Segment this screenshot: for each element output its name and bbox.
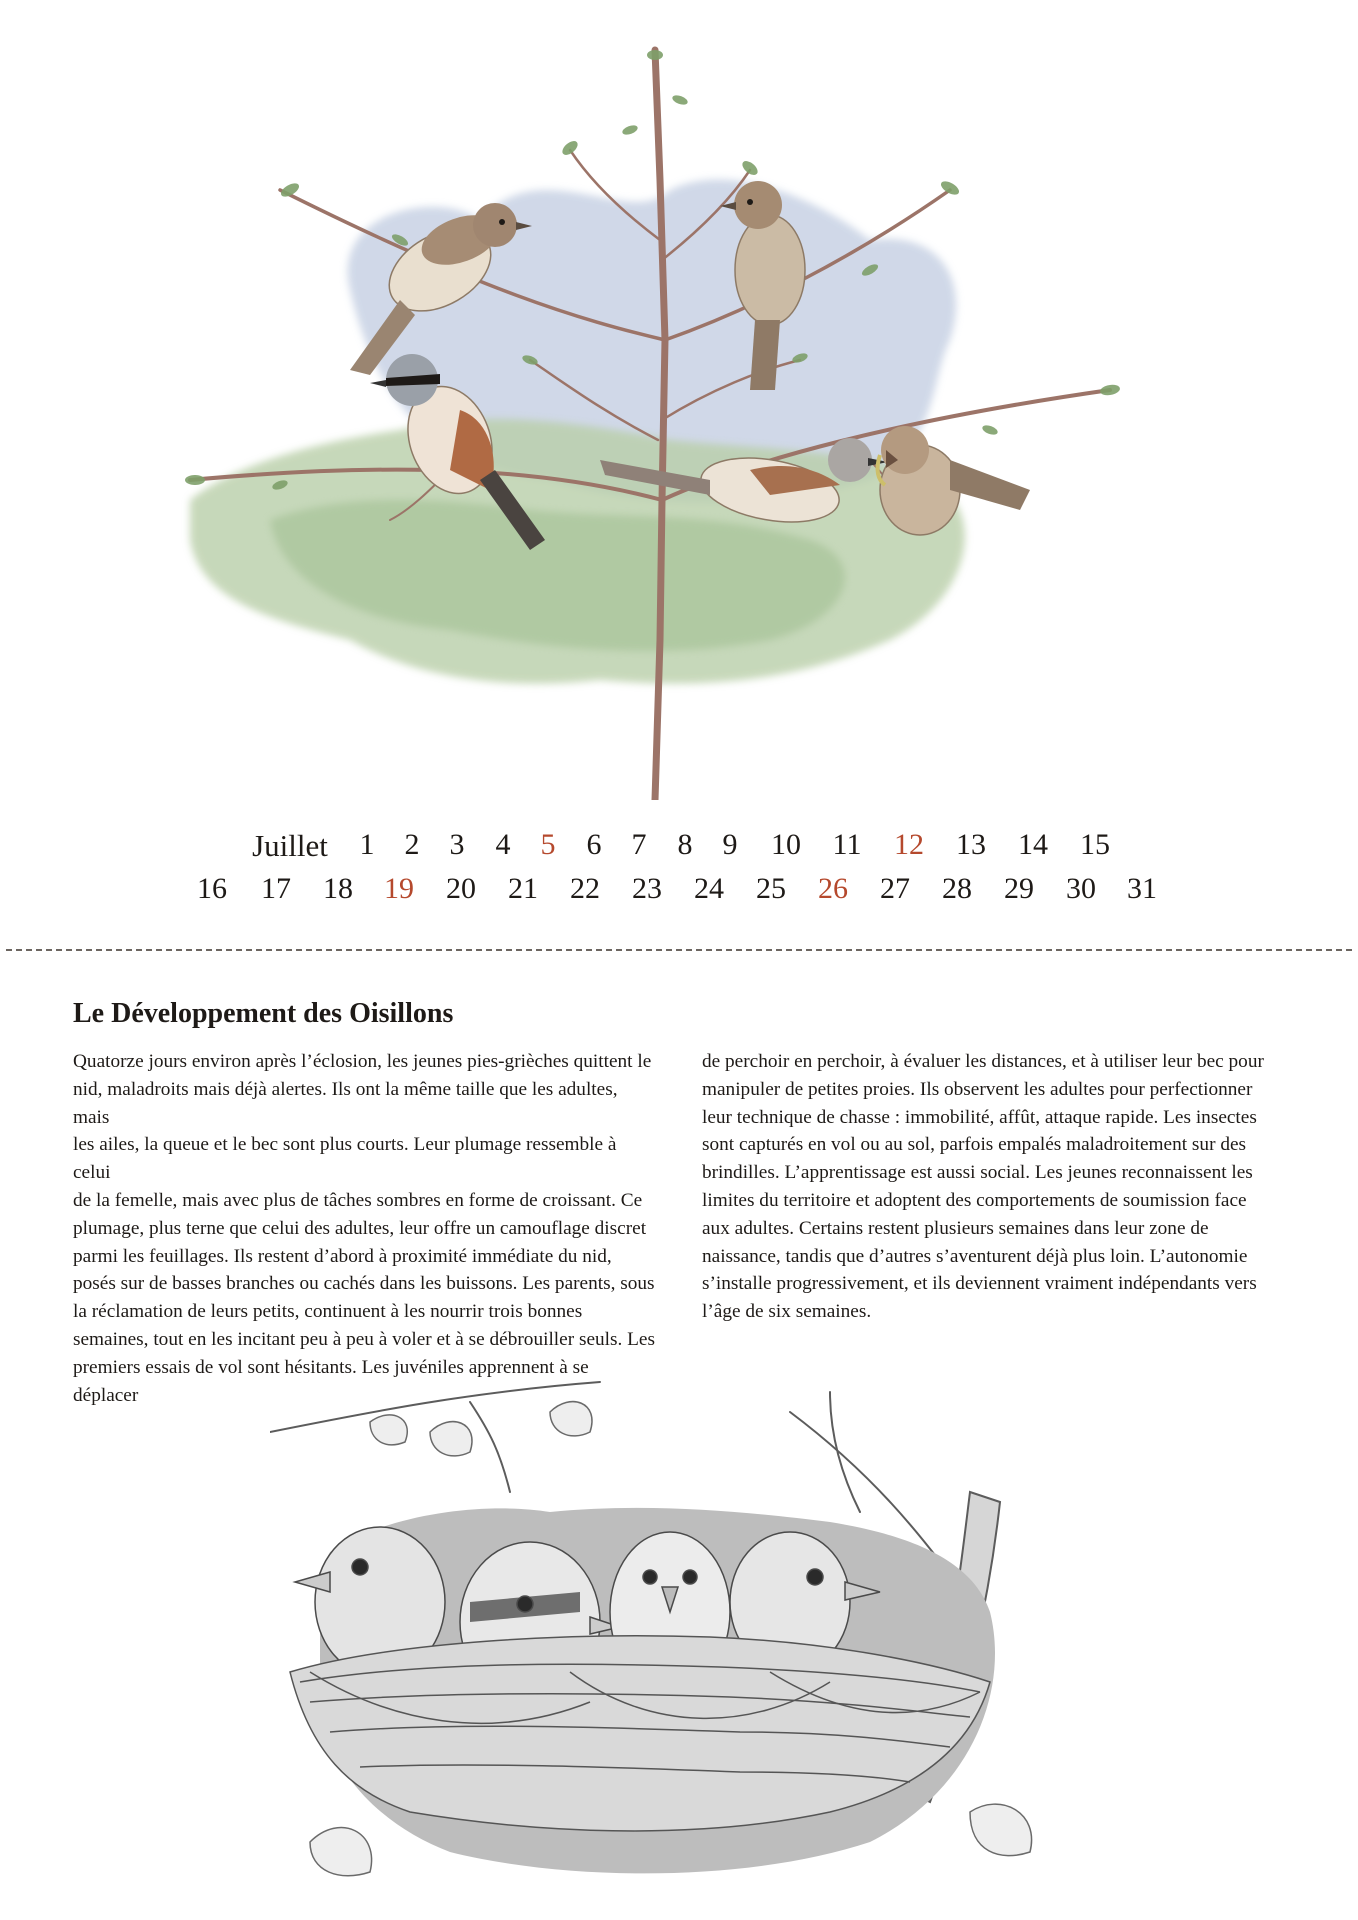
- text-line: posés sur de basses branches ou cachés dans les buissons. Les parents, sous: [73, 1273, 655, 1295]
- calendar-day: 3: [449, 828, 465, 861]
- text-line: les ailes, la queue et le bec sont plus courts. Leur plumage ressemble à celui: [73, 1134, 617, 1184]
- calendar-day: 8: [677, 828, 693, 861]
- calendar-day-weekend: 12: [894, 828, 924, 861]
- calendar-day: 7: [631, 828, 647, 861]
- calendar-day-weekend: 5: [540, 828, 556, 861]
- calendar-day: 11: [832, 828, 862, 861]
- text-line: naissance, tandis que d’autres s’aventurent déjà plus loin. L’autonomie: [702, 1245, 1248, 1267]
- text-line: semaines, tout en les incitant peu à peu à voler et à se débrouiller seuls. Les: [73, 1328, 655, 1350]
- text-line: aux adultes. Certains restent plusieurs semaines dans leur zone de: [702, 1217, 1209, 1239]
- text-line: leur technique de chasse : immobilité, affût, attaque rapide. Les insectes: [702, 1106, 1257, 1128]
- text-line: sont capturés en vol ou au sol, parfois empalés maladroitement sur des: [702, 1134, 1247, 1156]
- calendar-day: 25: [756, 872, 786, 905]
- article-title: Le Développement des Oisillons: [73, 998, 454, 1029]
- calendar-day: 1: [359, 828, 375, 861]
- article-column-left: [73, 1048, 658, 1409]
- calendar-day: 15: [1080, 828, 1110, 861]
- calendar-day: 27: [880, 872, 910, 905]
- calendar-day-weekend: 19: [384, 872, 414, 905]
- calendar-day: 13: [956, 828, 986, 861]
- text-line: parmi les feuillages. Ils restent d’abord à proximité immédiate du nid,: [73, 1245, 612, 1267]
- text-line: plumage, plus terne que celui des adultes, leur offre un camouflage discret: [73, 1217, 647, 1239]
- text-line: nid, maladroits mais déjà alertes. Ils ont la même taille que les adultes, mais: [73, 1078, 618, 1128]
- calendar-day: 18: [323, 872, 353, 905]
- calendar-day: 2: [404, 828, 420, 861]
- calendar-day: 30: [1066, 872, 1096, 905]
- text-line: brindilles. L’apprentissage est aussi social. Les jeunes reconnaissent les: [702, 1162, 1253, 1184]
- calendar-day: 14: [1018, 828, 1048, 861]
- text-line: manipuler de petites proies. Ils observent les adultes pour perfectionner: [702, 1078, 1253, 1100]
- watercolor-shrikes-illustration: [150, 40, 1220, 800]
- calendar-day: 28: [942, 872, 972, 905]
- text-line: la réclamation de leurs petits, continuent à les nourrir trois bonnes: [73, 1301, 583, 1323]
- text-line: s’installe progressivement, et ils deviennent vraiment indépendants vers: [702, 1273, 1257, 1295]
- calendar-row-2: [0, 872, 1358, 932]
- text-line: l’âge de six semaines.: [702, 1301, 872, 1323]
- cut-line-divider: [6, 949, 1352, 951]
- calendar-day: 17: [261, 872, 291, 905]
- calendar-day: 22: [570, 872, 600, 905]
- pencil-nest-illustration: [270, 1372, 1130, 1892]
- calendar-day: 9: [722, 828, 738, 861]
- calendar-day: 4: [495, 828, 511, 861]
- article-column-right: [702, 1048, 1287, 1326]
- calendar-day: 21: [508, 872, 538, 905]
- calendar-day-weekend: 26: [818, 872, 848, 905]
- calendar-day: 29: [1004, 872, 1034, 905]
- calendar-day: 6: [586, 828, 602, 861]
- text-line: Quatorze jours environ après l’éclosion, les jeunes pies-grièches quittent le: [73, 1051, 652, 1072]
- text-line: de perchoir en perchoir, à évaluer les distances, et à utiliser leur bec pour: [702, 1051, 1264, 1072]
- calendar-day: 10: [771, 828, 801, 861]
- text-line: de la femelle, mais avec plus de tâches sombres en forme de croissant. Ce: [73, 1189, 643, 1211]
- text-line: premiers essais de vol sont hésitants. Les juvéniles apprennent à se déplacer: [73, 1356, 589, 1406]
- calendar-day: 16: [197, 872, 227, 905]
- calendar-day: 20: [446, 872, 476, 905]
- calendar-month: Juillet: [252, 828, 328, 863]
- calendar-day: 31: [1127, 872, 1157, 905]
- calendar-day: 24: [694, 872, 724, 905]
- text-line: limites du territoire et adoptent des comportements de soumission face: [702, 1189, 1247, 1211]
- calendar-day: 23: [632, 872, 662, 905]
